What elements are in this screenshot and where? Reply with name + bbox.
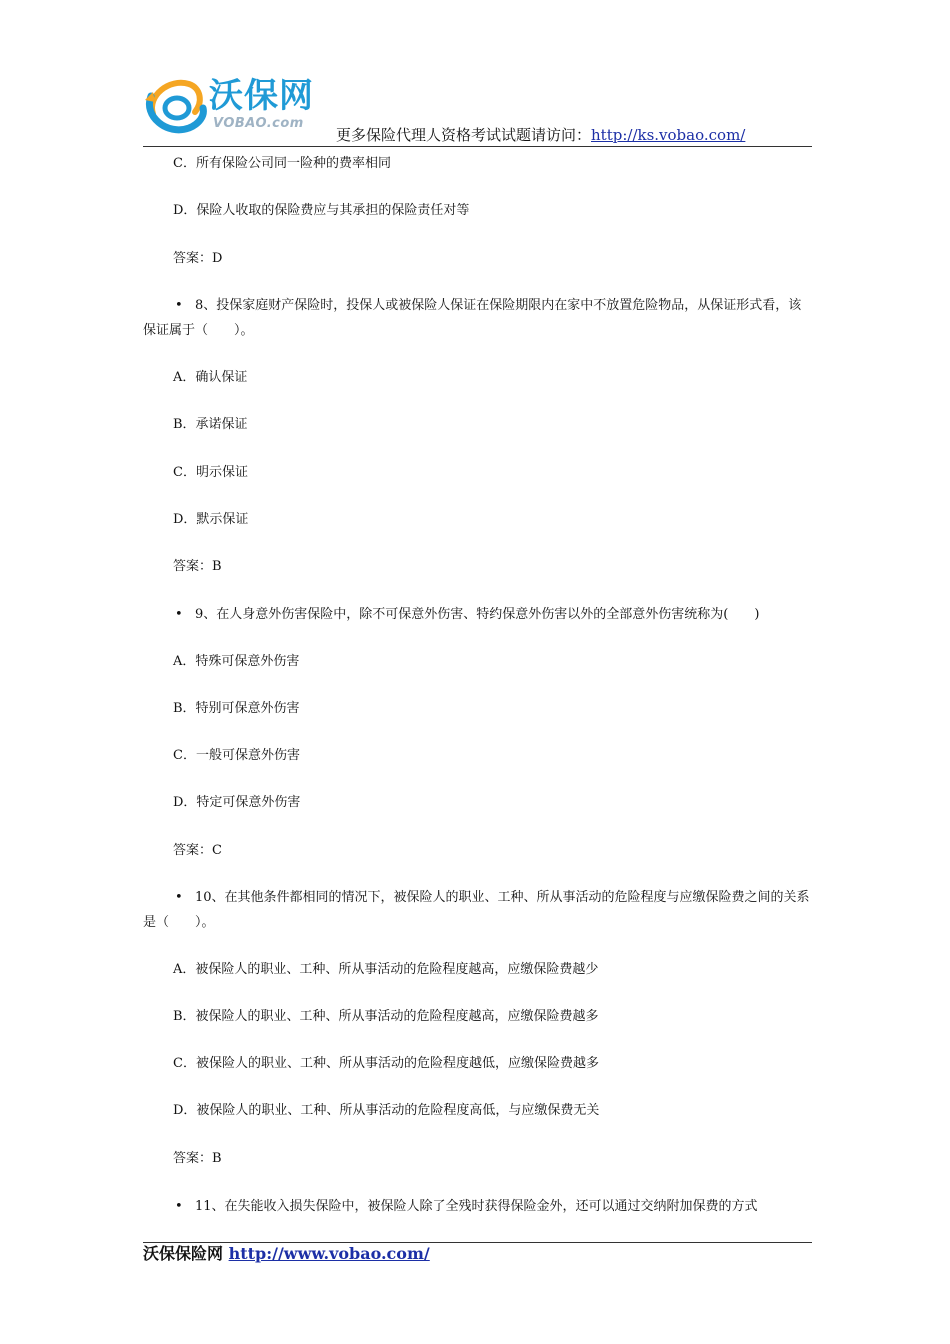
option-a: A．特殊可保意外伤害 xyxy=(173,654,300,669)
question-8 xyxy=(143,293,812,343)
header-promo xyxy=(336,126,745,144)
option-b: B．被保险人的职业、工种、所从事活动的危险程度越高，应缴保险费越多 xyxy=(173,1009,599,1024)
footer-divider xyxy=(143,1242,812,1243)
answer-text: 答案：C xyxy=(173,843,222,858)
bullet-icon: • xyxy=(175,607,183,622)
logo-english-text: VOBAO.com xyxy=(213,116,304,131)
question-text: 8、投保家庭财产保险时，投保人或被保险人保证在保险期限内在家中不放置危险物品，从保证形式看，该保证属于（ ）。 xyxy=(143,298,802,338)
bullet-icon: • xyxy=(175,1199,183,1214)
option-d: D．默示保证 xyxy=(173,512,249,527)
logo-swoosh-icon xyxy=(143,76,207,140)
answer-text: 答案：B xyxy=(173,559,222,574)
question-text: 10、在其他条件都相同的情况下，被保险人的职业、工种、所从事活动的危险程度与应缴保险费之间的关系是（ ）。 xyxy=(143,890,810,930)
header-divider xyxy=(143,146,812,147)
option-b: B．特别可保意外伤害 xyxy=(173,701,300,716)
footer-site-link[interactable]: http://www.vobao.com/ xyxy=(228,1244,430,1263)
page-header xyxy=(0,0,950,150)
vobao-logo[interactable] xyxy=(143,76,343,140)
question-text: 11、在失能收入损失保险中，被保险人除了全残时获得保险金外，还可以通过交纳附加保费的方式 xyxy=(195,1199,758,1214)
footer-site-name: 沃保保险网 xyxy=(143,1244,224,1263)
option-c: C．被保险人的职业、工种、所从事活动的危险程度越低，应缴保险费越多 xyxy=(173,1056,599,1071)
answer-text: 答案：B xyxy=(173,1151,222,1166)
option-d: D．被保险人的职业、工种、所从事活动的危险程度高低，与应缴保费无关 xyxy=(173,1103,600,1118)
question-11 xyxy=(143,1194,812,1219)
page-footer xyxy=(143,1244,430,1264)
answer-text: 答案：D xyxy=(173,251,223,266)
logo-chinese-text: 沃保网 xyxy=(209,76,314,116)
option-d: D．保险人收取的保险费应与其承担的保险责任对等 xyxy=(173,203,470,218)
option-d: D．特定可保意外伤害 xyxy=(173,795,301,810)
option-a: A．确认保证 xyxy=(173,370,248,385)
question-9 xyxy=(143,602,812,627)
question-text: 9、在人身意外伤害保险中，除不可保意外伤害、特约保意外伤害以外的全部意外伤害统称为( ) xyxy=(195,607,760,622)
bullet-icon: • xyxy=(175,298,183,313)
option-c: C．所有保险公司同一险种的费率相同 xyxy=(173,156,391,171)
option-c: C．明示保证 xyxy=(173,465,248,480)
option-b: B．承诺保证 xyxy=(173,417,248,432)
option-a: A．被保险人的职业、工种、所从事活动的危险程度越高，应缴保险费越少 xyxy=(173,962,599,977)
question-10 xyxy=(143,885,812,935)
promo-text: 更多保险代理人资格考试试题请访问： xyxy=(336,126,592,144)
bullet-icon: • xyxy=(175,890,183,905)
promo-link[interactable]: http://ks.vobao.com/ xyxy=(591,126,746,144)
option-c: C．一般可保意外伤害 xyxy=(173,748,300,763)
